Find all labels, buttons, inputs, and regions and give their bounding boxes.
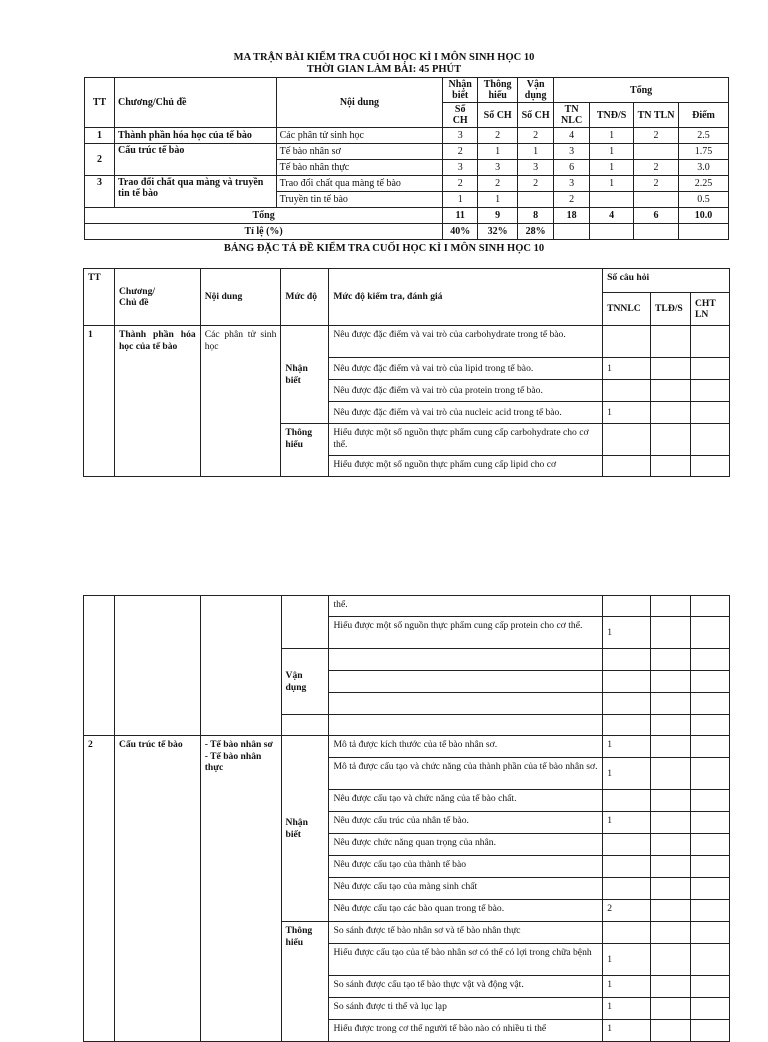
empty-cell: [651, 326, 691, 358]
count-cell: [603, 424, 651, 456]
matrix-table: [84, 77, 729, 240]
empty-cell: [651, 758, 691, 790]
criteria-cell: Nêu được đặc điểm và vai trò của carbohydrate trong tế bào.: [329, 326, 603, 358]
criteria-cell: Hiểu được cấu tạo của tế bào nhân sơ có thể có lợi trong chữa bệnh: [329, 944, 603, 976]
spec-table: [83, 268, 730, 477]
cell-nb: 1: [443, 192, 478, 208]
cell-nlc: 4: [554, 128, 590, 144]
criteria-cell: Nêu được chức năng quan trọng của nhân.: [329, 834, 603, 856]
header-soch: Số CH: [518, 103, 554, 128]
total-row: [85, 208, 729, 224]
empty-cell: [691, 878, 730, 900]
empty-cell: [691, 671, 730, 693]
row-chapter: Cấu trúc tế bào: [114, 144, 276, 176]
empty-cell: [651, 944, 691, 976]
cell-vd: 3: [518, 160, 554, 176]
header-content: Nội dung: [276, 78, 443, 128]
count-cell: 2: [603, 900, 651, 922]
cell-vd: 2: [518, 128, 554, 144]
cell-th: 2: [478, 128, 518, 144]
count-cell: [603, 922, 651, 944]
empty-cell: [590, 224, 634, 240]
criteria-cell: Nêu được cấu trúc của nhân tế bào.: [329, 812, 603, 834]
empty-cell: [651, 790, 691, 812]
criteria-cell: Nêu được cấu tạo các bào quan trong tế bào.: [329, 900, 603, 922]
cell-tln: 2: [634, 128, 679, 144]
header-tntln: TN TLN: [634, 103, 679, 128]
cell-diem: 1.75: [679, 144, 729, 160]
row-content: Truyền tin tế bào: [276, 192, 443, 208]
count-cell: [603, 380, 651, 402]
empty-cell: [691, 922, 730, 944]
spec-header-criteria: Mức độ kiểm tra, đánh giá: [329, 269, 603, 326]
empty-cell: [651, 715, 691, 736]
content-line: - Tế bào nhân sơ: [204, 739, 273, 750]
criteria-cell: Nêu được cấu tạo và chức năng của tế bào chất.: [329, 790, 603, 812]
count-cell: [603, 456, 651, 477]
empty-cell: [691, 976, 730, 998]
row-content: Trao đổi chất qua màng tế bào: [276, 176, 443, 192]
criteria-cell: Nêu được đặc điểm và vai trò của lipid trong tế bào.: [329, 358, 603, 380]
empty-cell: [691, 944, 730, 976]
header-nb: Nhận biết: [443, 78, 478, 103]
spec-header-chapter: Chương/ Chủ đề: [114, 269, 200, 326]
empty-cell: [651, 976, 691, 998]
cell-ds: 1: [590, 176, 634, 192]
cell-nb: 2: [443, 176, 478, 192]
criteria-cell: Hiểu được một số nguồn thực phẩm cung cấp carbohydrate cho cơ thể.: [329, 424, 603, 456]
count-cell: [603, 326, 651, 358]
header-total: Tổng: [554, 78, 729, 103]
cell-diem: 2.5: [679, 128, 729, 144]
level-label: Nhận biết: [281, 736, 329, 922]
empty-cell: [651, 900, 691, 922]
ratio-row: [85, 224, 729, 240]
count-cell: 1: [603, 1020, 651, 1042]
header-soch: Số CH: [478, 103, 518, 128]
empty-cell: [651, 671, 691, 693]
cell-th: 1: [478, 144, 518, 160]
empty-cell: [691, 790, 730, 812]
empty-cell: [329, 715, 603, 736]
header-tt: TT: [85, 78, 115, 128]
empty-cell: [691, 758, 730, 790]
total-diem: 10.0: [679, 208, 729, 224]
header-tnds: TNĐ/S: [590, 103, 634, 128]
total-tln: 6: [634, 208, 679, 224]
ratio-nb: 40%: [443, 224, 478, 240]
chapter-content: Các phân tử sinh học: [200, 326, 281, 477]
cell-ds: 1: [590, 160, 634, 176]
empty-cell: [603, 693, 651, 715]
empty-cell: [281, 715, 329, 736]
criteria-cell: Nêu được cấu tạo của thành tế bào: [329, 856, 603, 878]
row-tt: 1: [85, 128, 115, 144]
row-chapter: Thành phần hóa học của tế bào: [114, 128, 276, 144]
empty-cell: [651, 402, 691, 424]
empty-cell: [691, 856, 730, 878]
empty-cell: [651, 456, 691, 477]
empty-cell: [651, 693, 691, 715]
criteria-cell: [329, 649, 603, 671]
criteria-cell: So sánh được cấu tạo tế bào thực vật và động vật.: [329, 976, 603, 998]
empty-cell: [603, 649, 651, 671]
empty-cell: [603, 715, 651, 736]
empty-cell: [691, 1020, 730, 1042]
criteria-cell: Nêu được cấu tạo của màng sinh chất: [329, 878, 603, 900]
cell-diem: 2.25: [679, 176, 729, 192]
empty-cell: [691, 715, 730, 736]
cell-diem: 0.5: [679, 192, 729, 208]
empty-cell: [651, 424, 691, 456]
cell-ds: 1: [590, 128, 634, 144]
empty-cell: [281, 596, 329, 649]
cell-th: 2: [478, 176, 518, 192]
spec-header-cht: CHT LN: [691, 293, 730, 326]
cell-ds: [590, 192, 634, 208]
empty-cell: [691, 424, 730, 456]
cell-tln: [634, 144, 679, 160]
empty-cell: [651, 736, 691, 758]
level-label: Thông hiểu: [281, 424, 329, 477]
cell-tln: 2: [634, 160, 679, 176]
empty-cell: [691, 900, 730, 922]
cell-nb: 2: [443, 144, 478, 160]
empty-cell: [691, 380, 730, 402]
criteria-cell: [329, 693, 603, 715]
row-tt: 2: [85, 144, 115, 176]
cell-vd: 2: [518, 176, 554, 192]
spec-header-tt: TT: [84, 269, 115, 326]
cell-vd: 1: [518, 144, 554, 160]
empty-cell: [651, 812, 691, 834]
empty-cell: [691, 693, 730, 715]
row-content: Tế bào nhân thực: [276, 160, 443, 176]
table-row: [84, 596, 730, 617]
spec-header-tnnlc: TNNLC: [603, 293, 651, 326]
chapter-name: Cấu trúc tế bào: [114, 736, 200, 1042]
table-row: [84, 326, 730, 358]
criteria-cell: Hiểu được một số nguồn thực phẩm cung cấp protein cho cơ thể.: [329, 617, 603, 649]
empty-cell: [651, 380, 691, 402]
header-th: Thông hiểu: [478, 78, 518, 103]
empty-cell: [691, 596, 730, 617]
total-vd: 8: [518, 208, 554, 224]
total-ds: 4: [590, 208, 634, 224]
spec-header-level: Mức độ: [281, 269, 329, 326]
count-cell: 1: [603, 358, 651, 380]
cell-tln: [634, 192, 679, 208]
chapter-tt: 2: [84, 736, 115, 1042]
criteria-cell: Nêu được đặc điểm và vai trò của nucleic acid trong tế bào.: [329, 402, 603, 424]
level-label: Thông hiểu: [281, 922, 329, 1042]
spec-header-tlds: TLĐ/S: [651, 293, 691, 326]
row-content: Các phân tử sinh học: [276, 128, 443, 144]
count-cell: [603, 834, 651, 856]
criteria-cell: Nêu được đặc điểm và vai trò của protein trong tế bào.: [329, 380, 603, 402]
empty-cell: [651, 596, 691, 617]
criteria-cell: Mô tả được kích thước của tế bào nhân sơ.: [329, 736, 603, 758]
spec-header-count: Số câu hỏi: [603, 269, 730, 293]
criteria-cell: Hiểu được trong cơ thể người tế bào nào có nhiều ti thể: [329, 1020, 603, 1042]
cell-nb: 3: [443, 128, 478, 144]
empty-cell: [691, 402, 730, 424]
criteria-cell: [329, 671, 603, 693]
count-cell: [603, 856, 651, 878]
chapter-name: Thành phần hóa học của tế bào: [114, 326, 200, 477]
empty-cell: [691, 812, 730, 834]
empty-cell: [603, 671, 651, 693]
chapter-tt: 1: [84, 326, 115, 477]
empty-cell: [691, 834, 730, 856]
count-cell: 1: [603, 944, 651, 976]
empty-cell: [651, 1020, 691, 1042]
spec-header-content: Nội dung: [200, 269, 281, 326]
header-vd: Vận dụng: [518, 78, 554, 103]
empty-cell: [634, 224, 679, 240]
level-label: Nhận biết: [281, 326, 329, 424]
chapter-content: [200, 736, 281, 1042]
criteria-cell: So sánh được ti thể và lục lạp: [329, 998, 603, 1020]
empty-cell: [200, 596, 281, 736]
total-nlc: 18: [554, 208, 590, 224]
count-cell: 1: [603, 812, 651, 834]
empty-cell: [651, 834, 691, 856]
content-line: - Tế bào nhân thực: [204, 750, 262, 773]
row-chapter: Trao đổi chất qua màng và truyền tin tế bào: [114, 176, 276, 208]
table-row: [84, 736, 730, 758]
table-row: [85, 144, 729, 160]
time-subtitle: THỜI GIAN LÀM BÀI: 45 PHÚT: [306, 64, 462, 75]
count-cell: [603, 790, 651, 812]
count-cell: 1: [603, 736, 651, 758]
count-cell: 1: [603, 758, 651, 790]
count-cell: 1: [603, 402, 651, 424]
ratio-vd: 28%: [518, 224, 554, 240]
row-tt: 3: [85, 176, 115, 208]
empty-cell: [691, 456, 730, 477]
cell-nlc: 6: [554, 160, 590, 176]
header-tnnlc: TN NLC: [554, 103, 590, 128]
empty-cell: [691, 326, 730, 358]
empty-cell: [651, 922, 691, 944]
count-cell: 1: [603, 976, 651, 998]
empty-cell: [651, 856, 691, 878]
empty-cell: [84, 596, 115, 736]
count-cell: [603, 878, 651, 900]
cell-nb: 3: [443, 160, 478, 176]
spec-table-continued: [83, 595, 730, 1042]
matrix-title: MA TRẬN BÀI KIỂM TRA CUỐI HỌC KÌ I MÔN SINH HỌC 10: [233, 52, 535, 63]
cell-diem: 3.0: [679, 160, 729, 176]
empty-cell: [691, 998, 730, 1020]
header-chapter: Chương/Chủ đề: [114, 78, 276, 128]
table-row: [85, 176, 729, 192]
criteria-cell: So sánh được tế bào nhân sơ và tế bào nhân thực: [329, 922, 603, 944]
header-soch: Số CH: [443, 103, 478, 128]
cell-nlc: 3: [554, 144, 590, 160]
total-th: 9: [478, 208, 518, 224]
cell-nlc: 2: [554, 192, 590, 208]
empty-cell: [554, 224, 590, 240]
header-diem: Điểm: [679, 103, 729, 128]
empty-cell: [691, 617, 730, 649]
cell-ds: 1: [590, 144, 634, 160]
table-row: [85, 128, 729, 144]
empty-cell: [651, 617, 691, 649]
total-nb: 11: [443, 208, 478, 224]
cell-th: 1: [478, 192, 518, 208]
empty-cell: [114, 596, 200, 736]
count-cell: 1: [603, 998, 651, 1020]
criteria-cell: Mô tả được cấu tạo và chức năng của thành phần của tế bào nhân sơ.: [329, 758, 603, 790]
cell-tln: 2: [634, 176, 679, 192]
ratio-label: Tỉ lệ (%): [85, 224, 443, 240]
cell-th: 3: [478, 160, 518, 176]
cell-nlc: 3: [554, 176, 590, 192]
level-label: Vận dụng: [281, 649, 329, 715]
empty-cell: [651, 878, 691, 900]
empty-cell: [691, 358, 730, 380]
empty-cell: [691, 736, 730, 758]
count-cell: 1: [603, 617, 651, 649]
criteria-cell: Hiểu được một số nguồn thực phẩm cung cấp lipid cho cơ: [329, 456, 603, 477]
criteria-cell: thể.: [329, 596, 603, 617]
cell-vd: [518, 192, 554, 208]
empty-cell: [691, 649, 730, 671]
empty-cell: [679, 224, 729, 240]
total-label: Tổng: [85, 208, 443, 224]
empty-cell: [651, 649, 691, 671]
empty-cell: [651, 998, 691, 1020]
ratio-th: 32%: [478, 224, 518, 240]
count-cell: [603, 596, 651, 617]
empty-cell: [651, 358, 691, 380]
spec-title: BẢNG ĐẶC TẢ ĐỀ KIỂM TRA CUỐI HỌC KÌ I MÔN SINH HỌC 10: [223, 243, 545, 254]
row-content: Tế bào nhân sơ: [276, 144, 443, 160]
